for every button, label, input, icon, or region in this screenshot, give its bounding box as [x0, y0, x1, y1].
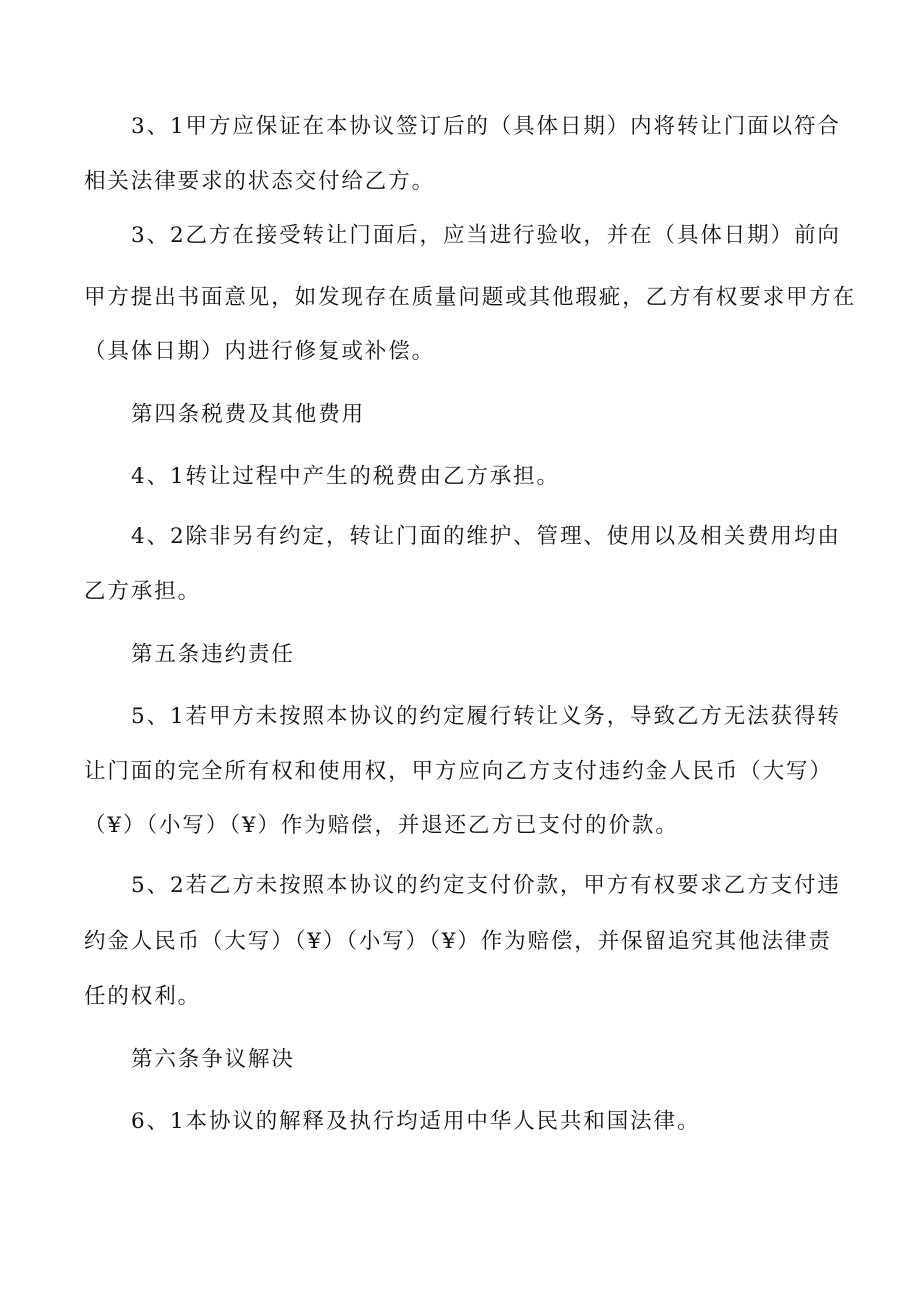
- clause-5-2-line-2: 约金人民币（大写）（¥）（小写）（¥）作为赔偿，并保留追究其他法律责: [84, 929, 832, 954]
- clause-4-2-line-1: 4、2除非另有约定，转让门面的维护、管理、使用以及相关费用均由: [131, 524, 841, 549]
- clause-3-2-line-2: 甲方提出书面意见，如发现存在质量问题或其他瑕疵，乙方有权要求甲方在: [84, 285, 857, 310]
- clause-5-1-line-2: 让门面的完全所有权和使用权，甲方应向乙方支付违约金人民币（大写）: [84, 759, 833, 784]
- clause-5-2-line-1: 5、2若乙方未按照本协议的约定支付价款，甲方有权要求乙方支付违: [131, 873, 841, 898]
- clause-4-1-line-1: 4、1转让过程中产生的税费由乙方承担。: [131, 464, 560, 489]
- clause-5-1-line-3: （¥）（小写）（¥）作为赔偿，并退还乙方已支付的价款。: [84, 813, 679, 838]
- clause-5-2-line-3: 任的权利。: [84, 984, 202, 1009]
- clause-3-2-line-3: （具体日期）内进行修复或补偿。: [84, 339, 436, 364]
- clause-3-2-line-1: 3、2乙方在接受转让门面后，应当进行验收，并在（具体日期）前向: [131, 223, 841, 248]
- clause-4-2-line-2: 乙方承担。: [84, 579, 202, 604]
- article-6-heading: 第六条争议解决: [131, 1047, 295, 1072]
- article-4-heading: 第四条税费及其他费用: [131, 402, 366, 427]
- article-5-heading: 第五条违约责任: [131, 642, 295, 667]
- clause-3-1-line-1: 3、1甲方应保证在本协议签订后的（具体日期）内将转让门面以符合: [131, 114, 841, 139]
- clause-5-1-line-1: 5、1若甲方未按照本协议的约定履行转让义务，导致乙方无法获得转: [131, 704, 841, 729]
- clause-6-1-line-1: 6、1本协议的解释及执行均适用中华人民共和国法律。: [131, 1109, 701, 1134]
- clause-3-1-line-2: 相关法律要求的状态交付给乙方。: [84, 169, 436, 194]
